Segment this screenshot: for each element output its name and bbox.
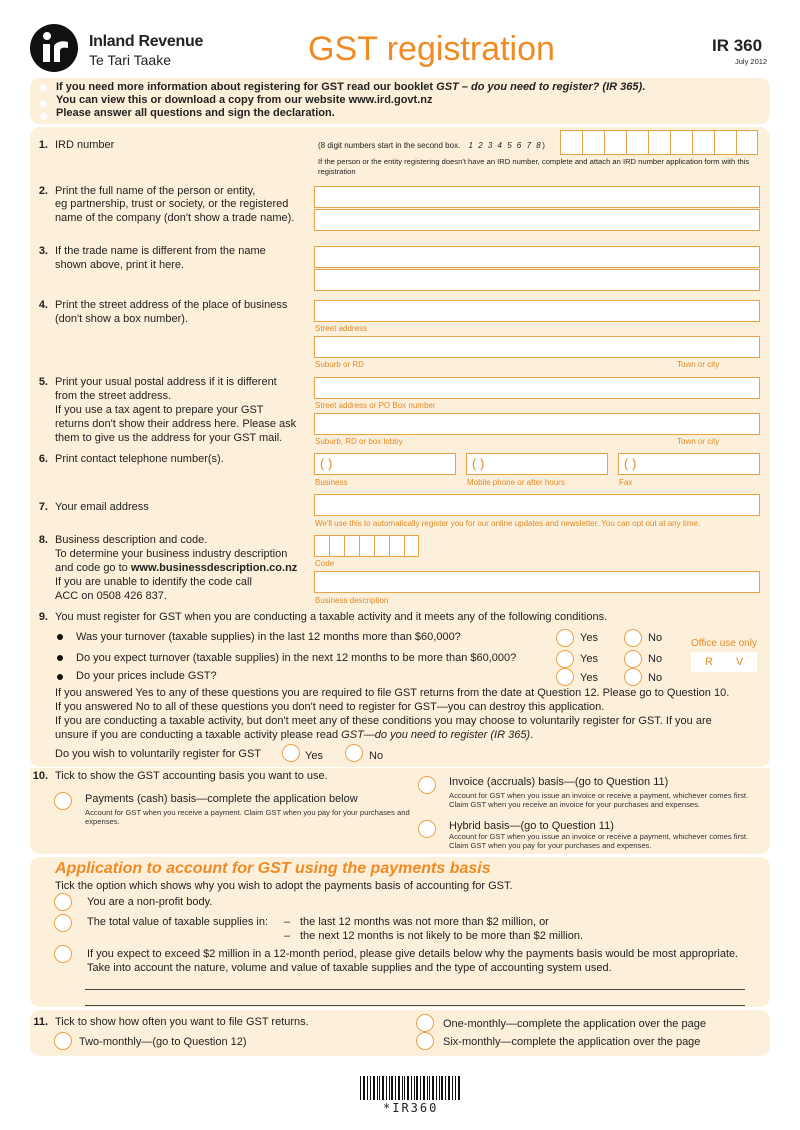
fax-input[interactable]: [618, 453, 760, 475]
business-town-label: Town or city: [677, 360, 720, 369]
q10-number: 10.: [32, 770, 48, 782]
q1-note: If the person or the entity registering doesn't have an IRD number, complete and attach an IRD number application form with this registration: [318, 157, 750, 176]
exceed-2-million-radio[interactable]: [54, 945, 72, 963]
q9-1-yes-radio[interactable]: [556, 629, 574, 647]
q1-hint: (8 digit numbers start in the second box. 1 2 3 4 5 6 7 8): [318, 141, 545, 150]
one-monthly-label: One-monthly—complete the application over the page: [443, 1018, 706, 1030]
invoice-basis-label: Invoice (accruals) basis—(go to Question 11): [449, 776, 669, 788]
email-note: We'll use this to automatically register you for our online updates and newsletter. You can opt out at any time.: [315, 519, 701, 528]
two-monthly-radio[interactable]: [54, 1032, 72, 1050]
q9-label: You must register for GST when you are conducting a taxable activity and it meets any of the following conditions.: [55, 611, 608, 623]
exceed-2-million-line-2: Take into account the nature, volume and value of taxable supplies and the type of accounting system used.: [87, 962, 612, 974]
q8-number: 8.: [38, 534, 48, 546]
q9-para-2: If you answered No to all of these questions you don't need to register for GST—you can destroy this application.: [55, 701, 605, 713]
q9-question-2: Do you expect turnover (taxable supplies) in the next 12 months to be more than $60,000?: [76, 652, 517, 664]
q9-3-no-label: No: [648, 672, 663, 684]
postal-suburb-label: Suburb, RD or box lobby: [315, 437, 403, 446]
q9-2-no-radio[interactable]: [624, 650, 642, 668]
barcode-icon: [360, 1076, 460, 1100]
business-phone-parens: ( ): [320, 456, 333, 471]
q7-label: Your email address: [55, 501, 149, 513]
q3-number: 3.: [38, 245, 48, 257]
q3-line-1: If the trade name is different from the name: [55, 245, 266, 257]
invoice-basis-radio[interactable]: [418, 776, 436, 794]
business-description-label: Business description: [315, 596, 389, 605]
details-line-2[interactable]: [85, 1005, 745, 1006]
org-maori-name: Te Tari Taake: [89, 52, 171, 68]
non-profit-radio[interactable]: [54, 893, 72, 911]
q8-line-3: and code go to www.businessdescription.co.nz: [55, 562, 298, 574]
q9-1-yes-label: Yes: [580, 632, 598, 644]
form-date: July 2012: [735, 57, 768, 66]
q5-line-3: If you use a tax agent to prepare your GST: [55, 404, 264, 416]
exceed-2-million-line-1: If you expect to exceed $2 million in a 12-month period, please give details below why the payments basis would be most appropriate.: [87, 948, 739, 960]
supplies-next-12-months: the next 12 months is not likely to be more than $2 million.: [300, 930, 584, 942]
q9-bullet-1: [57, 634, 63, 640]
payments-basis-label: Payments (cash) basis—complete the application below: [85, 793, 358, 805]
office-use-box: [691, 652, 757, 672]
hybrid-basis-radio[interactable]: [418, 820, 436, 838]
q7-number: 7.: [38, 501, 48, 513]
hybrid-basis-label: Hybrid basis—(go to Question 11): [449, 820, 614, 832]
business-phone-label: Business: [315, 478, 348, 487]
intro-line-1: If you need more information about registering for GST read our booklet GST – do you need to register? (IR 365).: [56, 81, 646, 93]
q9-bullet-3: [57, 674, 63, 680]
office-use-r: R: [705, 656, 713, 668]
q5-line-2: from the street address.: [55, 390, 172, 402]
q9-number: 9.: [38, 611, 48, 623]
postal-town-label: Town or city: [677, 437, 720, 446]
business-description-input[interactable]: [314, 571, 760, 593]
q5-number: 5.: [38, 376, 48, 388]
intro-line-3: Please answer all questions and sign the declaration.: [56, 107, 335, 119]
payments-basis-note: Account for GST when you receive a payment. Claim GST when you pay for your purchases and expenses.: [85, 808, 410, 826]
q2-line-2: eg partnership, trust or society, or the registered: [55, 198, 289, 210]
supplies-dash-2: –: [284, 930, 291, 942]
q3-line-2: shown above, print it here.: [55, 259, 185, 271]
business-street-label: Street address: [315, 324, 368, 333]
mobile-phone-parens: ( ): [472, 456, 485, 471]
page-title: GST registration: [308, 30, 555, 68]
supplies-value-radio[interactable]: [54, 914, 72, 932]
q9-question-3: Do your prices include GST?: [76, 670, 217, 682]
trade-name-input-2[interactable]: [314, 269, 760, 291]
q4-line-2: (don't show a box number).: [55, 313, 188, 325]
trade-name-input-1[interactable]: [314, 246, 760, 268]
voluntary-yes-label: Yes: [305, 750, 323, 762]
intro-dot-1: [40, 84, 47, 91]
mobile-phone-label: Mobile phone or after hours: [467, 478, 565, 487]
q2-number: 2.: [38, 185, 48, 197]
voluntary-yes-radio[interactable]: [282, 744, 300, 762]
business-code-input[interactable]: [314, 535, 419, 557]
q2-line-3: name of the company (don't show a trade name).: [55, 212, 295, 224]
q1-label: IRD number: [55, 139, 115, 151]
q9-3-yes-label: Yes: [580, 672, 598, 684]
payments-basis-radio[interactable]: [54, 792, 72, 810]
q6-number: 6.: [38, 453, 48, 465]
mobile-phone-input[interactable]: [466, 453, 608, 475]
postal-street-input[interactable]: [314, 377, 760, 399]
business-phone-input[interactable]: [314, 453, 456, 475]
invoice-basis-note: Account for GST when you issue an invoice or receive a payment, whichever comes first. Claim GST when you receive an invoice for your purchases and expenses.: [449, 791, 749, 809]
q2-line-1: Print the full name of the person or entity,: [55, 185, 256, 197]
intro-dot-2: [40, 100, 47, 107]
q1-number: 1.: [38, 139, 48, 151]
payments-application-heading: Application to account for GST using the payments basis: [55, 860, 491, 877]
business-street-input[interactable]: [314, 300, 760, 322]
q9-para-3: If you are conducting a taxable activity, but don't meet any of these conditions you may choose to voluntarily register for GST. If you are: [55, 715, 712, 727]
email-input[interactable]: [314, 494, 760, 516]
fax-label: Fax: [619, 478, 633, 487]
six-monthly-radio[interactable]: [416, 1032, 434, 1050]
full-name-input-1[interactable]: [314, 186, 760, 208]
q5-line-5: them to give us the address for your GST mail.: [55, 432, 283, 444]
q8-line-1: Business description and code.: [55, 534, 208, 546]
details-line-1[interactable]: [85, 989, 745, 990]
two-monthly-label: Two-monthly—(go to Question 12): [79, 1036, 247, 1048]
supplies-value-label: The total value of taxable supplies in:: [87, 916, 269, 928]
q11-label: Tick to show how often you want to file GST returns.: [55, 1016, 309, 1028]
one-monthly-radio[interactable]: [416, 1014, 434, 1032]
q9-para-1: If you answered Yes to any of these questions you are required to file GST returns from the date at Question 12. Please go to Question 10.: [55, 687, 730, 699]
q9-para-4: unsure if you are conducting a taxable activity please read GST—do you need to register (IR 365).: [55, 729, 534, 741]
q9-voluntary-label: Do you wish to voluntarily register for GST: [55, 748, 262, 760]
q9-1-no-radio[interactable]: [624, 629, 642, 647]
non-profit-label: You are a non-profit body.: [87, 896, 213, 908]
q4-number: 4.: [38, 299, 48, 311]
supplies-dash-1: –: [284, 916, 291, 928]
q5-line-1: Print your usual postal address if it is different: [55, 376, 277, 388]
business-code-label: Code: [315, 559, 335, 568]
intro-line-2: You can view this or download a copy from our website www.ird.govt.nz: [56, 94, 433, 106]
q9-2-yes-label: Yes: [580, 653, 598, 665]
q9-1-no-label: No: [648, 632, 663, 644]
voluntary-no-label: No: [369, 750, 384, 762]
q9-2-yes-radio[interactable]: [556, 650, 574, 668]
postal-suburb-input[interactable]: [314, 413, 760, 435]
ird-number-input[interactable]: [560, 130, 758, 155]
q11-number: 11.: [33, 1016, 48, 1028]
q9-3-yes-radio[interactable]: [556, 668, 574, 686]
barcode: [360, 1076, 460, 1100]
q9-bullet-2: [57, 655, 63, 661]
org-name: Inland Revenue: [89, 33, 204, 50]
fax-parens: ( ): [624, 456, 637, 471]
q9-2-no-label: No: [648, 653, 663, 665]
office-use-label: Office use only: [691, 638, 757, 649]
ird-logo-icon: [30, 24, 78, 72]
supplies-last-12-months: the last 12 months was not more than $2 million, or: [300, 916, 549, 928]
full-name-input-2[interactable]: [314, 209, 760, 231]
office-use-v: V: [736, 656, 744, 668]
q8-line-5: ACC on 0508 426 837.: [55, 590, 167, 602]
q4-line-1: Print the street address of the place of business: [55, 299, 288, 311]
q8-line-2: To determine your business industry description: [55, 548, 288, 560]
form-code: IR 360: [712, 36, 763, 55]
q10-label: Tick to show the GST accounting basis you want to use.: [55, 770, 328, 782]
q5-line-4: returns don't show their address here. Please ask: [55, 418, 297, 430]
ird-logo: [30, 24, 78, 72]
q8-line-4: If you are unable to identify the code call: [55, 576, 252, 588]
payments-application-intro: Tick the option which shows why you wish to adopt the payments basis of accounting for GST.: [55, 880, 513, 892]
barcode-text: *IR360: [383, 1101, 439, 1115]
intro-dot-3: [40, 113, 47, 120]
q9-3-no-radio[interactable]: [624, 668, 642, 686]
hybrid-basis-note: Account for GST when you issue an invoice or receive a payment, whichever comes first. Claim GST when you pay for your purchases and expenses.: [449, 832, 749, 850]
voluntary-no-radio[interactable]: [345, 744, 363, 762]
q6-label: Print contact telephone number(s).: [55, 453, 224, 465]
q9-question-1: Was your turnover (taxable supplies) in the last 12 months more than $60,000?: [76, 631, 461, 643]
business-suburb-input[interactable]: [314, 336, 760, 358]
business-suburb-label: Suburb or RD: [315, 360, 364, 369]
six-monthly-label: Six-monthly—complete the application over the page: [443, 1036, 701, 1048]
postal-street-label: Street address or PO Box number: [315, 401, 436, 410]
